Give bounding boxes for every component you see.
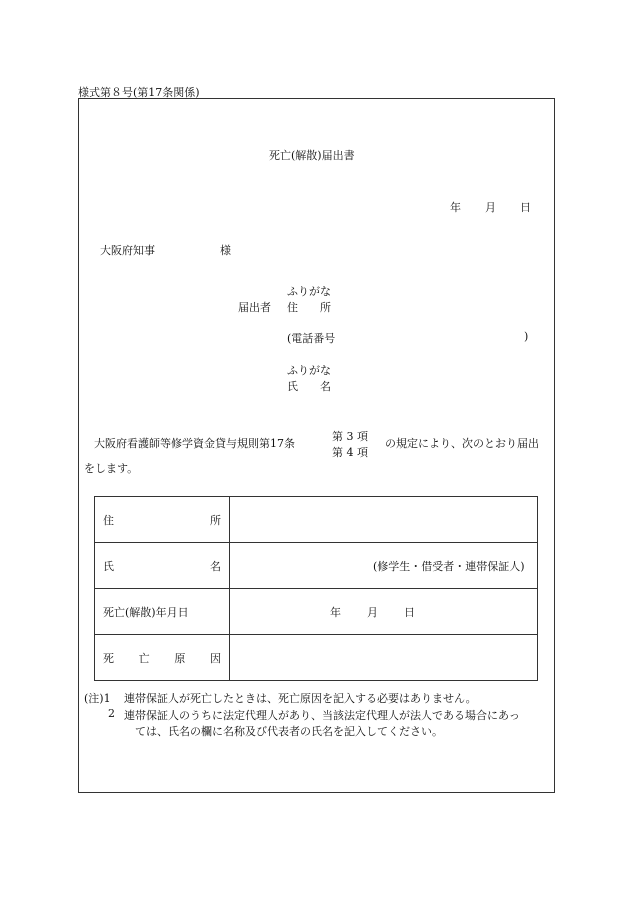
date-day: 日 bbox=[520, 201, 531, 214]
row-name-label-1: 氏 bbox=[103, 559, 114, 573]
cause-label-1: 死 bbox=[103, 651, 114, 665]
note-2-line1: 連帯保証人のうちに法定代理人があり、当該法定代理人が法人である場合にあっ bbox=[124, 709, 520, 722]
table-row-cause bbox=[95, 635, 538, 681]
date-month: 月 bbox=[485, 201, 496, 214]
cause-label-3: 原 bbox=[174, 651, 186, 665]
statement-part1: 大阪府看護師等修学資金貸与規則第17条 bbox=[94, 437, 295, 450]
row-name-label-2: 名 bbox=[210, 559, 221, 573]
form-number: 様式第８号(第17条関係) bbox=[78, 86, 200, 99]
death-date-label: 死亡(解散)年月日 bbox=[103, 605, 189, 619]
cause-label-4: 因 bbox=[209, 651, 221, 665]
address-value-cell[interactable] bbox=[230, 497, 538, 543]
info-table bbox=[94, 496, 538, 681]
row-address-label-2: 所 bbox=[210, 513, 221, 527]
address-label-1: 住 bbox=[287, 301, 298, 314]
note-prefix: (注)1 bbox=[84, 692, 111, 705]
furigana-label-address: ふりがな bbox=[287, 285, 331, 298]
name-value-cell[interactable] bbox=[230, 543, 538, 589]
table-row-name bbox=[95, 543, 538, 589]
table-row-death-date bbox=[95, 589, 538, 635]
statement-clause-b: 第 4 項 bbox=[332, 446, 368, 459]
phone-label: (電話番号 bbox=[287, 332, 336, 345]
note-2-line2: ては、氏名の欄に名称及び代表者の氏名を記入してください。 bbox=[135, 725, 443, 738]
note-2-number: 2 bbox=[108, 707, 115, 720]
death-date-month: 月 bbox=[367, 605, 378, 619]
addressee-name: 大阪府知事 bbox=[100, 244, 155, 257]
death-date-value-cell[interactable] bbox=[230, 589, 538, 635]
death-date-day: 日 bbox=[404, 605, 415, 619]
name-label-1: 氏 bbox=[287, 380, 298, 393]
statement-clause-a: 第 3 項 bbox=[332, 430, 368, 443]
addressee-honorific: 様 bbox=[220, 244, 231, 257]
table-row-address bbox=[95, 497, 538, 543]
furigana-label-name: ふりがな bbox=[287, 364, 331, 377]
row-address-label-1: 住 bbox=[103, 513, 114, 527]
address-label-2: 所 bbox=[320, 301, 331, 314]
date-year: 年 bbox=[450, 201, 461, 214]
notifier-label: 届出者 bbox=[238, 301, 271, 314]
role-note: (修学生・借受者・連帯保証人) bbox=[373, 559, 525, 573]
name-label-2: 名 bbox=[320, 380, 331, 393]
statement-part2: の規定により、次のとおり届出 bbox=[385, 437, 539, 450]
cause-value-cell[interactable] bbox=[230, 635, 538, 681]
phone-close: ) bbox=[524, 330, 529, 343]
death-date-year: 年 bbox=[330, 605, 341, 619]
cause-label-2: 亡 bbox=[138, 651, 150, 665]
statement-part3: をします。 bbox=[84, 462, 139, 475]
note-1: 連帯保証人が死亡したときは、死亡原因を記入する必要はありません。 bbox=[124, 692, 477, 705]
document-title: 死亡(解散)届出書 bbox=[269, 149, 355, 162]
